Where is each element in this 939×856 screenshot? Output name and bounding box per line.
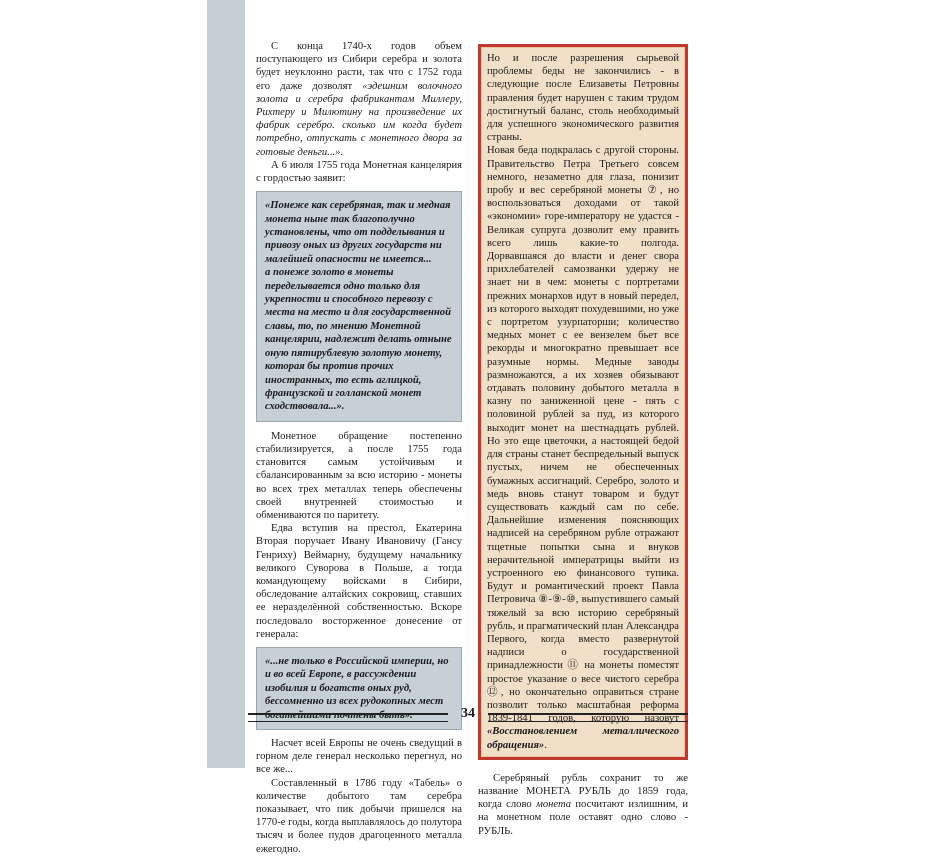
- quote-block-mint-chancellery: [256, 191, 462, 422]
- footer-rule-left: [248, 713, 448, 722]
- box-paragraph-2: [487, 144, 679, 751]
- box-paragraph-1: Но и после разрешения сырьевой проблемы беды не закончились - в следующие после Елизаветы Петровны правления будет нарушен с таким трудом достигнутый баланс, столь необходимый для успешного экономического развития страны.: [487, 53, 679, 144]
- quote-part-2: а понеже золото в монеты переделывается одно только для укрепности и способного перевозу с места на место и для государственной славы, то, по мнению Монетной канцелярии, надлежит делать отныне оную пятирублевую золотую монету, которая бы против прочих иностранных, то есть аглицкой, французской и голланской монет сходствовала...».: [265, 267, 452, 413]
- paragraph-intro: [256, 40, 462, 159]
- paragraph-tabel: Составленный в 1786 году «Табель» о количестве добытого там серебра показывает, что пик добычи пришелся на 1770-е годы, когда выплавлялось до полутора тысяч и более пудов драгоценного металла ежегодно.: [256, 777, 462, 855]
- left-column: [256, 40, 462, 856]
- ruble-name-text: Серебряный рубль сохранит то же название МОНЕТА РУБЛЬ до 1859 года, когда слово: [478, 772, 688, 811]
- ruble-name-end: посчитают излишним, и на монетном поле оставят одно слово - РУБЛЬ.: [478, 799, 689, 837]
- page-number: 34: [461, 706, 475, 721]
- paragraph-ruble-name: [478, 772, 688, 838]
- paragraph-catherine: Едва вступив на престол, Екатерина Вторая поручает Ивану Ивановичу (Гансу Генриху) Веймарну, будущему начальнику великого Суворова в Польше, а тогда командующему войсками в Сибири, обследование алтайских сокровищ, ставших ее неразделённой собственностью. Вскоре последовало восторженное донесение от генерала:: [256, 523, 462, 640]
- box-paragraph-2-end: .: [544, 739, 547, 751]
- paragraph-europe: Насчет всей Европы не очень сведущий в горном деле генерал несколько перегнул, но все же...: [256, 738, 462, 776]
- paragraph-intro-text: С конца 1740-х годов объем поступающего из Сибири серебра и золота будет неуклонно расти, так что с 1752 года его даже дозволят: [256, 41, 462, 92]
- paragraph-mint-statement: А 6 июля 1755 года Монетная канцелярия с гордостью заявит:: [256, 159, 462, 185]
- box-paragraph-2-text: Новая беда подкралась с другой стороны. Правительство Петра Третьего совсем немного, незаметно для глаза, понизит пробу и вес серебряной монеты ⑦, но воспользоваться доходами от такой «экономии» горе-императору не удастся - Великая супруга дозволит ему править всего лишь какие-то полгода. Дорвавшаяся до власти и денег свора прихлебателей самозванки удержу не знает ни в чем: монеты с портретами прежних монархов идут в новый передел, из которого выходят похудевшими, но уже с портретом узурпаторши; количество медных монет с ее вензелем бьет все рекорды и многократно превышает все разумные нормы. Медные заводы размножаются, а их хозяев обязывают отдавать половину добытого металла в казну по заниженной цене - пять с половиной рублей за пуд, из которого выходит монет на шестнадцать рублей. Но это еще цветочки, а настоящей бедой для страны станет беспредельный выпуск пустых, ничем не обеспеченных бумажных ассигнаций. Серебро, золото и медь вновь станут товаром и будут существовать каждый сам по себе. Дальнейшие изменения поясняющих надписей на серебряном рубле отражают тщетные попытки сына и внуков нерачительной императрицы выйти из устроенного ею финансового тупика. Будут и романтический проект Павла Петровича ⑧-⑨-⑩, выпустившего самый тяжелый за всю историю серебряный рубль, и прагматический план Александра Первого, когда вместо развернутой надписи о государственной принадлежности ⑪ на монеты поместят простое указание о весе чистого серебра ⑫, но окончательно оправиться стране позволит только масштабная реформа 1839-1841 годов, которую назовут: [487, 145, 679, 725]
- box-highlight-phrase: «Восстановлением металлического обращения»: [487, 726, 679, 751]
- footer-rule-right: [488, 713, 688, 722]
- side-margin-strip: [207, 0, 245, 768]
- quote-part-1: «Понеже как серебряная, так и медная монета ныне так благополучно установлены, что от подделывания и привозу оных из других государств ни малейшей опасности не имеется...: [265, 200, 451, 265]
- ruble-name-italic-word: монета: [536, 799, 572, 811]
- quote-block-general-report: «...не только в Российской империи, но и во всей Европе, в рассуждении изобилия и богатств оных руд, бессомненно из всех рудокопных мест богатейшими почтены быть».: [256, 647, 462, 730]
- paragraph-intro-quote: «эдешним волочного золота и серебра фабрикантам Миллеру, Рихтеру и Милютину на произведение их фабрик серебро. сколько им когда будет потребно, отпускать с монетного двора за готовые деньги...»: [256, 80, 463, 158]
- paragraph-intro-end: .: [340, 146, 344, 158]
- paragraph-stabilization: Монетное обращение постепенно стабилизируется, а после 1755 года становится самым устойчивым и сбалансированным за всю историю - монеты во всех трех металлах теперь обеспечены своей внутренней стоимостью и обмениваются по паритету.: [256, 430, 462, 521]
- highlight-box: [478, 44, 688, 760]
